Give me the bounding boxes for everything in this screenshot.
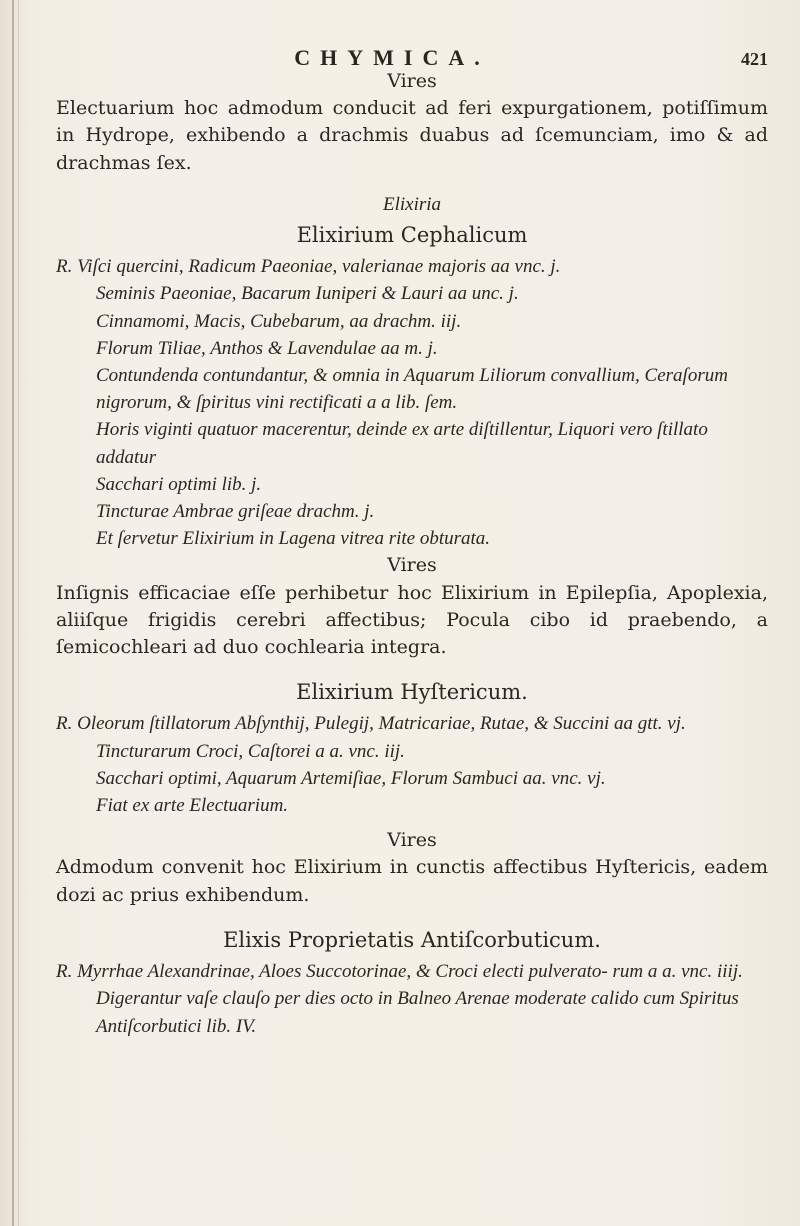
recipe-line: Tincturae Ambrae griſeae drachm. j. [96,501,375,523]
recipe-line: Sacchari optimi, Aquarum Artemiſiae, Florum Sambuci aa. vnc. vj. [96,767,606,789]
recipe-line: Digerantur vaſe clauſo per dies octo in Balneo Arenae moderate calido cum Spiritus Antiſcorbutici lib. IV. [96,988,739,1037]
recipe-line: Florum Tiliae, Anthos & Lavendulae aa m. j. [96,337,438,359]
recipe-line: Seminis Paeoniae, Bacarum Iuniperi & Lauri aa unc. j. [96,283,519,305]
recipe-line: Et ſervetur Elixirium in Lagena vitrea rite obturata. [96,528,491,550]
recipe-hystericum [56,710,768,819]
recipe-title-antiscorbuticum: Elixis Proprietatis Antiſcorbuticum. [223,927,601,952]
vires-paragraph-3: Admodum convenit hoc Elixirium in cunctis affectibus Hyſtericis, eadem dozi ac prius exhibendum. [56,856,768,906]
recipe-line: Fiat ex arte Electuarium. [96,795,289,817]
page-text [56,40,768,1040]
recipe-line: Tincturarum Croci, Caſtorei a a. vnc. iij. [96,740,405,762]
section-heading-vires-1: Vires [387,70,437,92]
recipe-line: Horis viginti quatuor macerentur, deinde ex arte diſtillentur, Liquori vero ſtillato addatur [96,419,708,468]
recipe-cephalicum [56,253,768,552]
page-number: 421 [741,49,768,69]
section-heading-vires-3: Vires [387,829,437,852]
recipe-line: R. Myrrhae Alexandrinae, Aloes Succotorinae, & Croci electi pulverato- rum a a. vnc. iiij. [56,961,743,983]
recipe-line: R. Viſci quercini, Radicum Paeoniae, valerianae majoris aa vnc. j. [56,256,561,278]
page-gutter-line-secondary [18,0,19,1226]
running-header [56,40,768,70]
recipe-title-hystericum: Elixirium Hyſtericum. [296,680,528,705]
running-title: CHYMICA. [294,45,490,70]
section-heading-vires-2: Vires [387,554,437,577]
vires-paragraph-1: Electuarium hoc admodum conducit ad feri expurgationem, potiſſimum in Hydrope, exhibendo a drachmis duabus ad ſcemunciam, imo & ad drachmas ſex. [56,97,768,174]
section-kicker-elixiria: Elixiria [382,193,442,215]
page-gutter-line [12,0,14,1226]
vires-paragraph-2: Inſignis efficaciae eſſe perhibetur hoc Elixirium in Epilepſia, Apoplexia, aliiſque frigidis cerebri affectibus; Pocula cibo id praebendo, a ſemicochleari ad duo cochlearia integra. [56,581,768,659]
recipe-line: R. Oleorum ſtillatorum Abſynthij, Pulegij, Matricariae, Rutae, & Succini aa gtt. vj. [56,713,686,735]
recipe-line: Contundenda contundantur, & omnia in Aquarum Liliorum convallium, Ceraſorum nigrorum, & ſpiritus vini rectificati a a lib. ſem. [96,365,728,414]
recipe-antiscorbuticum [56,958,768,1040]
recipe-title-cephalicum: Elixirium Cephalicum [296,223,528,248]
recipe-line: Sacchari optimi lib. j. [96,473,262,495]
recipe-line: Cinnamomi, Macis, Cubebarum, aa drachm. iij. [96,310,462,332]
